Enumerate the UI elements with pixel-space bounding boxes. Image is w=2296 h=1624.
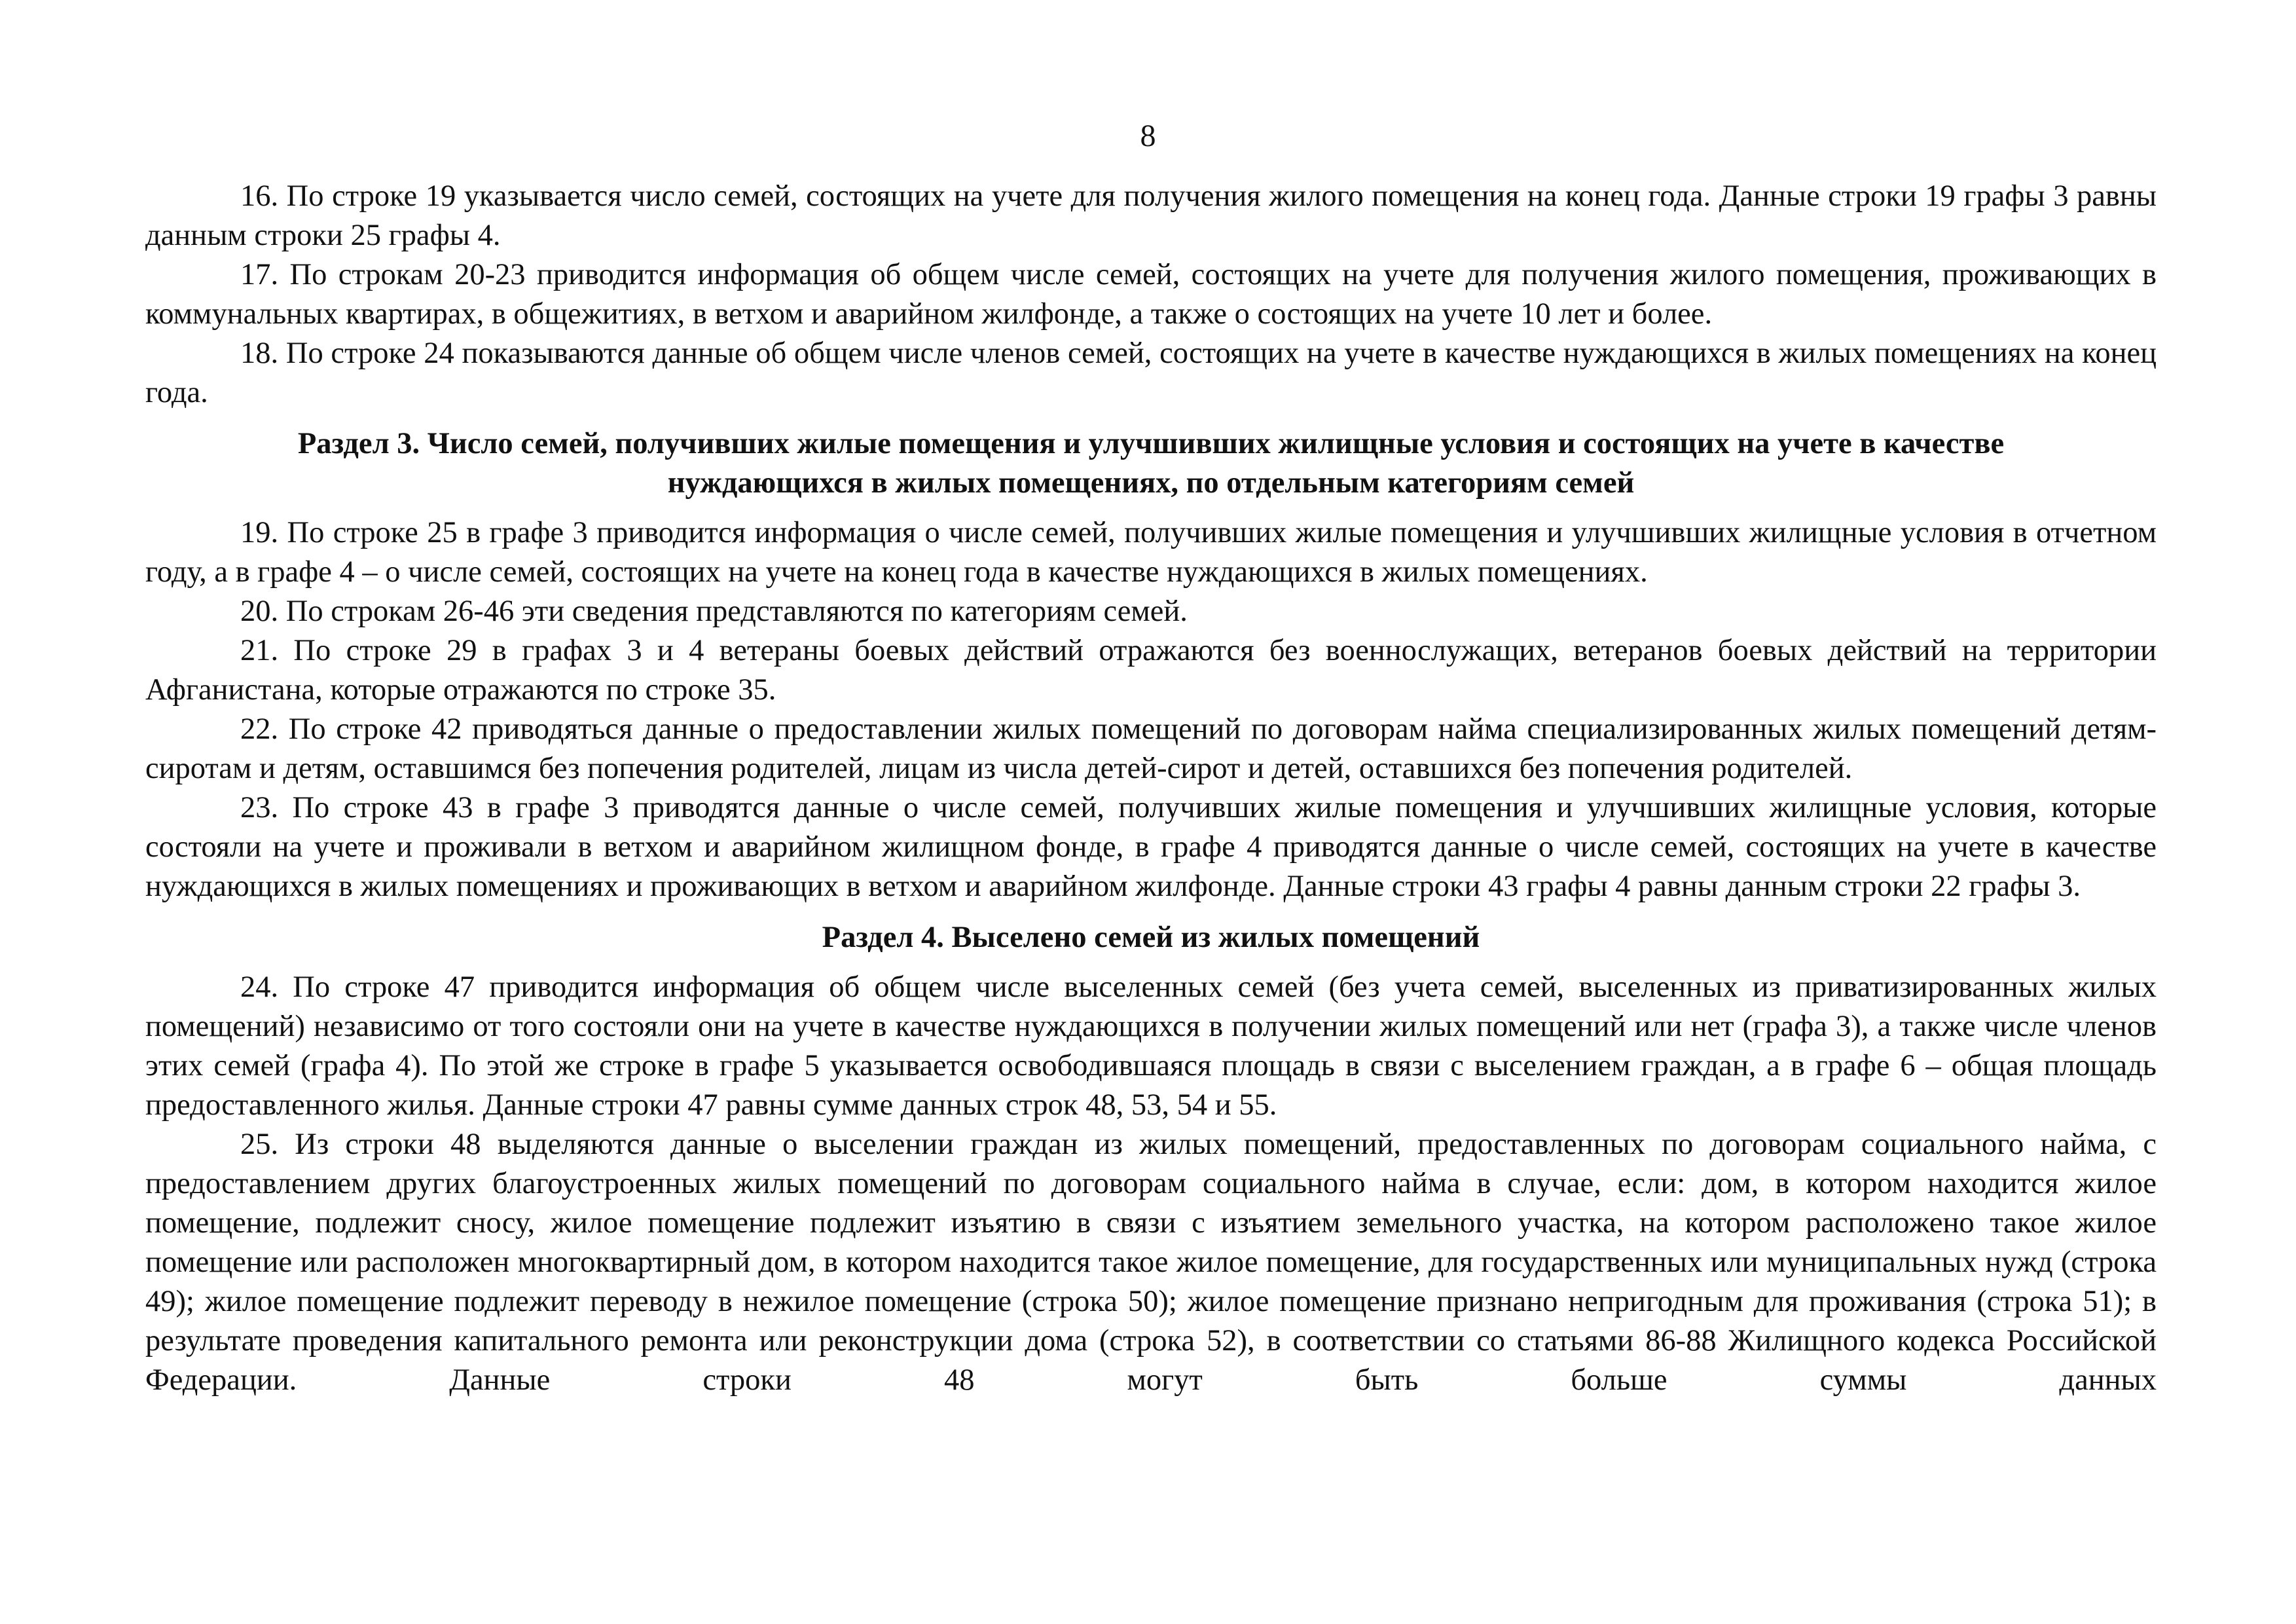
paragraph-16: 16. По строке 19 указывается число семей, состоящих на учете для получения жилого помещения на конец года. Данные строки 19 графы 3 равны данным строки 25 графы 4. xyxy=(145,179,2157,252)
paragraph-18: 18. По строке 24 показываются данные об общем числе членов семей, состоящих на учете в качестве нуждающихся в жилых помещениях на конец года. xyxy=(145,337,2157,409)
paragraph-19: 19. По строке 25 в графе 3 приводится информация о числе семей, получивших жилые помещения и улучшивших жилищные условия в отчетном году, а в графе 4 – о числе семей, состоящих на учете на конец года в качестве нуждающихся в жилых помещениях. xyxy=(145,516,2157,589)
paragraph-24: 24. По строке 47 приводится информация об общем числе выселенных семей (без учета семей, выселенных из приватизированных жилых помещений) независимо от того состояли они на учете в качестве нуждающихся в получении жилых помещений или нет (графа 3), а также числе членов этих семей (графа 4). По этой же строке в графе 5 указывается освободившаяся площадь в связи с выселением граждан, а в графе 6 – общая площадь предоставленного жилья. Данные строки 47 равны сумме данных строк 48, 53, 54 и 55. xyxy=(145,970,2157,1122)
page-number: 8 xyxy=(1140,119,1156,153)
section-3-heading: Раздел 3. Число семей, получивших жилые помещения и улучшивших жилищные условия и состоящих на учете в качестве нуждающихся в жилых помещениях, по отдельным категориям семей xyxy=(297,427,2005,500)
paragraph-25: 25. Из строки 48 выделяются данные о выселении граждан из жилых помещений, предоставленных по договорам социального найма, с предоставлением других благоустроенных жилых помещений по договорам социального найма в случае, если: дом, в котором находится жилое помещение, подлежит сносу, жилое помещение подлежит изъятию в связи с изъятием земельного участка, на котором расположено такое жилое помещение или расположен многоквартирный дом, в котором находится такое жилое помещение, для государственных или муниципальных нужд (строка 49); жилое помещение подлежит переводу в нежилое помещение (строка 50); жилое помещение признано непригодным для проживания (строка 51); в результате проведения капитального ремонта или реконструкции дома (строка 52), в соответствии со статьями 86-88 Жилищного кодекса Российской Федерации. Данные строки 48 могут быть больше суммы данных xyxy=(145,1128,2157,1397)
section-4-heading: Раздел 4. Выселено семей из жилых помещений xyxy=(822,921,1480,954)
paragraph-22: 22. По строке 42 приводяться данные о предоставлении жилых помещений по договорам найма специализированных жилых помещений детям-сиротам и детям, оставшимся без попечения родителей, лицам из числа детей-сирот и детей, оставшихся без попечения родителей. xyxy=(145,712,2157,785)
paragraph-21: 21. По строке 29 в графах 3 и 4 ветераны боевых действий отражаются без военнослужащих, ветеранов боевых действий на территории Афганистана, которые отражаются по строке 35. xyxy=(145,634,2157,707)
paragraph-17: 17. По строкам 20-23 приводится информация об общем числе семей, состоящих на учете для получения жилого помещения, проживающих в коммунальных квартирах, в общежитиях, в ветхом и аварийном жилфонде, а также о состоящих на учете 10 лет и более. xyxy=(145,258,2157,331)
paragraph-20: 20. По строкам 26-46 эти сведения представляются по категориям семей. xyxy=(240,595,1188,628)
paragraph-23: 23. По строке 43 в графе 3 приводятся данные о числе семей, получивших жилые помещения и улучшивших жилищные условия, которые состояли на учете и проживали в ветхом и аварийном жилищном фонде, в графе 4 приводятся данные о числе семей, состоящих на учете в качестве нуждающихся в жилых помещениях и проживающих в ветхом и аварийном жилфонде. Данные строки 43 графы 4 равны данным строки 22 графы 3. xyxy=(145,791,2157,903)
document-body xyxy=(145,177,2157,1400)
